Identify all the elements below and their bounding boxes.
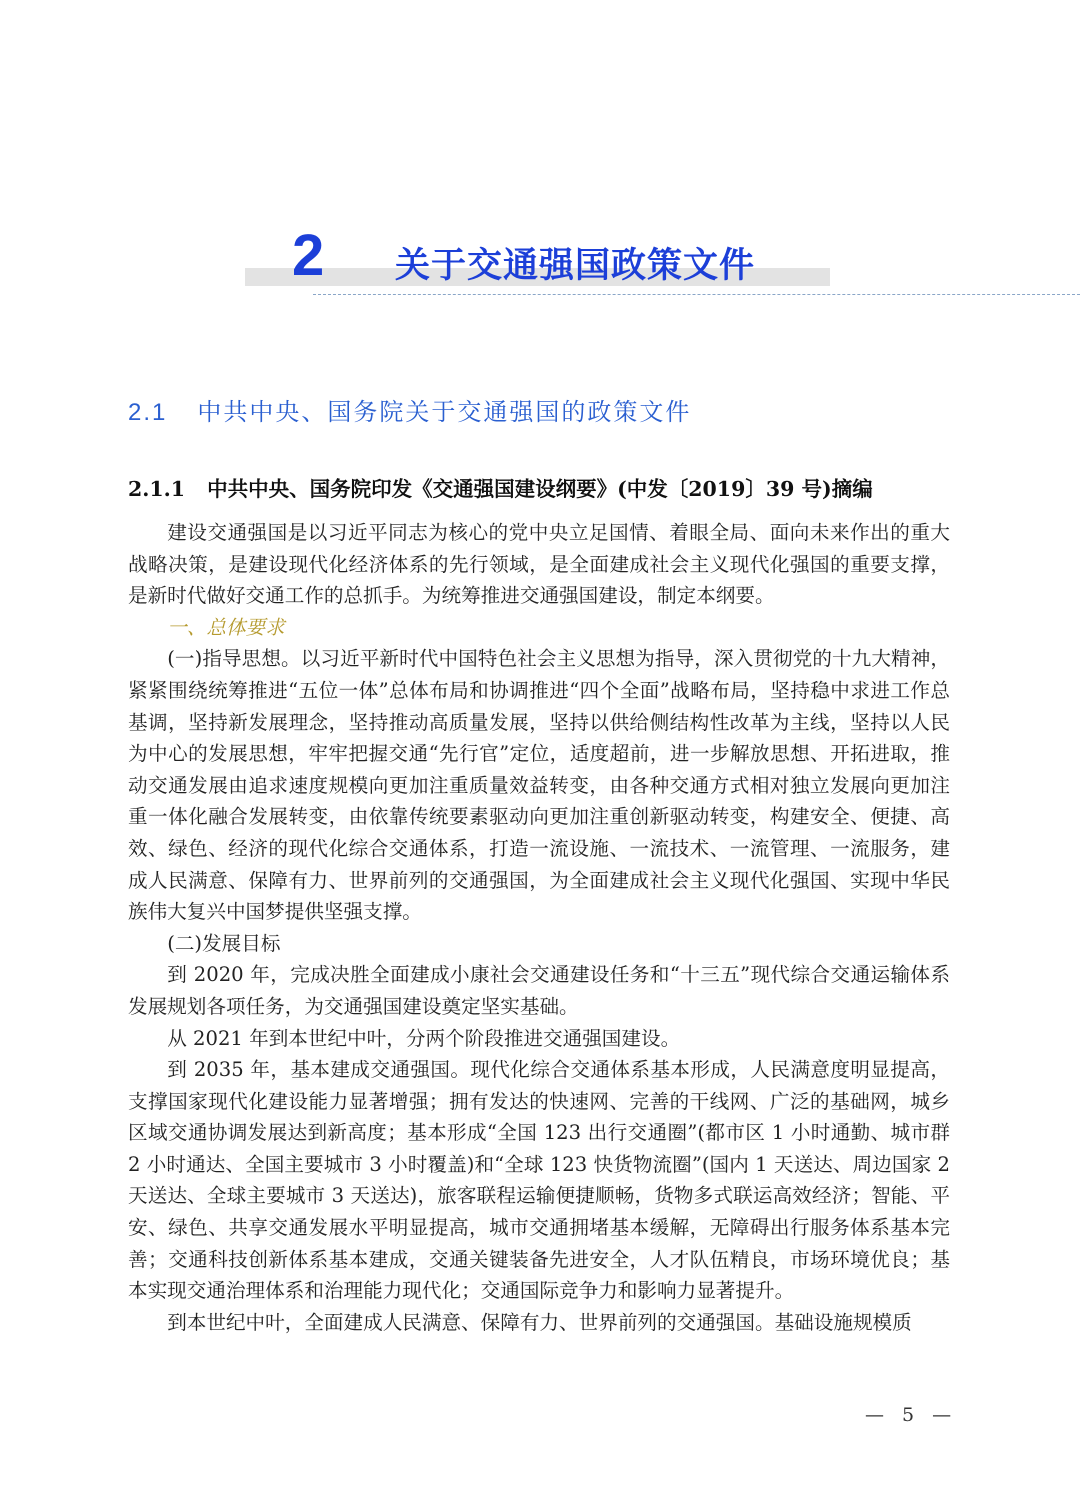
paragraph: 到 2035 年，基本建成交通强国。现代化综合交通体系基本形成，人民满意度明显提高，支撑国家现代化建设能力显著增强；拥有发达的快速网、完善的干线网、广泛的基础网，城乡区域交通协调发展达到新高度；基本形成“全国 123 出行交通圈”(都市区 1 小时通勤、城市群 2 小时通达、全国主要城市 3 小时覆盖)和“全球 123 快货物流圈”(国内 1 天送达、周边国家 2 天送达、全球主要城市 3 天送达)，旅客联程运输便捷顺畅，货物多式联运高效经济；智能、平安、绿色、共享交通发展水平明显提高，城市交通拥堵基本缓解，无障碍出行服务体系基本完善；交通科技创新体系基本建成，交通关键装备先进安全，人才队伍精良，市场环境优良；基本实现交通治理体系和治理能力现代化；交通国际竞争力和影响力显著提升。 <box>128 1058 950 1303</box>
heading-general-requirements: 一、总体要求 <box>167 615 285 639</box>
paragraph: 到本世纪中叶，全面建成人民满意、保障有力、世界前列的交通强国。基础设施规模质 <box>167 1310 912 1334</box>
paragraph: 到 2020 年，完成决胜全面建成小康社会交通建设任务和“十三五”现代综合交通运输体系发展规划各项任务，为交通强国建设奠定坚实基础。 <box>128 963 950 1018</box>
chapter-title: 关于交通强国政策文件 <box>395 245 756 286</box>
chapter-divider <box>313 294 1080 295</box>
section-title: 中共中央、国务院关于交通强国的政策文件 <box>197 398 692 426</box>
paragraph: 从 2021 年到本世纪中叶，分两个阶段推进交通强国建设。 <box>167 1026 681 1050</box>
paragraph: (一)指导思想。以习近平新时代中国特色社会主义思想为指导，深入贯彻党的十九大精神，紧紧围绕统筹推进“五位一体”总体布局和协调推进“四个全面”战略布局，坚持稳中求进工作总基调，坚持新发展理念，坚持推动高质量发展，坚持以供给侧结构性改革为主线，坚持以人民为中心的发展思想，牢牢把握交通“先行官”定位，适度超前，进一步解放思想、开拓进取，推动交通发展由追求速度规模向更加注重质量效益转变，由各种交通方式相对独立发展向更加注重一体化融合发展转变，由依靠传统要素驱动向更加注重创新驱动转变，构建安全、便捷、高效、绿色、经济的现代化综合交通体系，打造一流设施、一流技术、一流管理、一流服务，建成人民满意、保障有力、世界前列的交通强国，为全面建成社会主义现代化强国、实现中华民族伟大复兴中国梦提供坚强支撑。 <box>128 647 950 924</box>
subsection-number: 2.1.1 <box>128 477 186 501</box>
section-number: 2.1 <box>128 399 168 426</box>
section-heading <box>128 392 691 427</box>
paragraph-heading: (二)发展目标 <box>167 931 281 955</box>
chapter-number: 2 <box>292 223 325 288</box>
page-number: — 5 — <box>865 1404 958 1426</box>
subsection-heading <box>128 472 873 502</box>
paragraph: 建设交通强国是以习近平同志为核心的党中央立足国情、着眼全局、面向未来作出的重大战略决策，是建设现代化经济体系的先行领域，是全面建成社会主义现代化强国的重要支撑，是新时代做好交通工作的总抓手。为统筹推进交通强国建设，制定本纲要。 <box>128 521 950 608</box>
body-text <box>128 517 950 1338</box>
subsection-title: 中共中央、国务院印发《交通强国建设纲要》(中发〔2019〕39 号)摘编 <box>207 477 873 501</box>
